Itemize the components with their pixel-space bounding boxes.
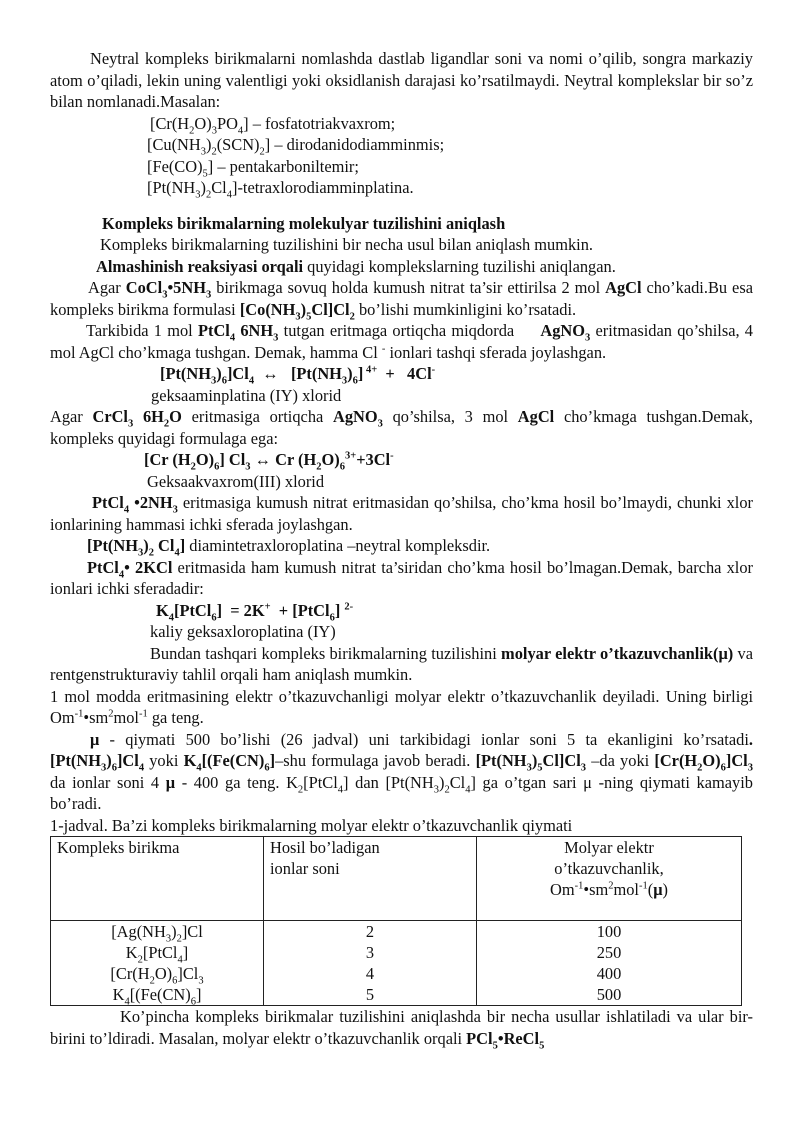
cell-conductivity: 100 250 400 500 bbox=[477, 921, 742, 1006]
table-caption: 1-jadval. Ba’zi kompleks birikmalarning molyar elektr o’tkazuvchanlik qiymati bbox=[50, 815, 573, 835]
paragraph-4: Agar $CoCl_3•5NH_3$ birikmaga sovuq holda kumush nitrat ta’sir ettirilsa 2 mol AgCl cho’kadi.Bu esa kompleks birikma formulasi $[Co(NH_3)_5Cl]Cl_2$ bo’lishi mumkinligini ko’rsatadi. bbox=[50, 278, 753, 322]
conductivity-table bbox=[50, 836, 742, 1006]
paragraph-10: Bundan tashqari kompleks birikmalarning tuzilishini molyar elektr o’tkazuvchanlik(μ) va rentgenstrukturaviy tahlil orqali ham aniqlash mumkin. bbox=[50, 643, 753, 684]
formula-1-name: geksaaminplatina (IY) xlorid bbox=[151, 385, 342, 405]
paragraph-2: Kompleks birikmalarning tuzilishini bir necha usul bilan aniqlash mumkin. bbox=[100, 235, 594, 254]
example-4: $[Pt(NH_3)_2Cl_4]$-tetraxlorodiamminplatina. bbox=[147, 178, 414, 201]
paragraph-7: PtCl$_4$ $•2NH_3$ eritmasiga kumush nitrat eritmasidan qo’shilsa, cho’kma hosil bo’lmaydi, chunki xlor ionlarining hammasi ichki sferada joylashgan. bbox=[50, 493, 753, 534]
section-heading: Kompleks birikmalarning molekulyar tuzilishini aniqlash bbox=[102, 213, 506, 233]
table-row bbox=[51, 921, 742, 1006]
formula-2-name: Geksaakvaxrom(III) xlorid bbox=[147, 471, 325, 491]
cell-compound: $[Ag(NH_3)_2]Cl$ $K_2[PtCl_4]$ $[Cr(H_2O)_6]Cl_3$ $K_4[(Fe(CN)_6]$ bbox=[51, 921, 264, 1006]
paragraph-3: Almashinish reaksiyasi orqali quyidagi komplekslarning tuzilishi aniqlangan. bbox=[96, 256, 616, 276]
intro-paragraph: Neytral kompleks birikmalarni nomlashda dastlab ligandlar soni va nomi o’qilib, songra markaziy atom o’qiladi, lekin uning valentligi yoki oksidlanish darajasi ko’rsatilmaydi. Neytral komplekslar bir so’z bilan nomlanadi.Masalan: bbox=[50, 49, 753, 111]
paragraph-11: 1 mol modda eritmasining elektr o’tkazuvchanligi molyar elektr o’tkazuvchanlik deyiladi. Uning birligi $Om^{-1}•sm^2mol^{-1}$ ga teng. bbox=[50, 686, 753, 727]
paragraph-9: PtCl$_4$• 2KCl eritmasida ham kumush nitrat ta’siridan cho’kma hosil bo’lmagan.Demak, barcha xlor ionlari ichki sferadadir: bbox=[50, 557, 753, 598]
paragraph-8: [$Pt(NH_3)_2$ $Cl_4$] diamintetraxloroplatina –neytral kompleksdir. bbox=[87, 536, 491, 559]
paragraph-6: Agar CrCl$_3$ $6H_2O$ eritmasiga ortiqcha AgNO$_3$ qo’shilsa, 3 mol AgCl cho’kmaga tushgan.Demak, kompleks quyidagi formulaga ega: bbox=[50, 407, 753, 448]
formula-3: $K_4[PtCl_6] = 2K^+$ + [PtCl$_6$] $^{2-}$ bbox=[156, 600, 354, 623]
formula-1: $[Pt(NH_3)_6]Cl_4$ ↔ $[Pt(NH_3)_6] ^{4+} + 4Cl^-$ bbox=[160, 364, 436, 387]
formula-3-name: kaliy geksaxloroplatina (IY) bbox=[150, 622, 336, 641]
formula-2: [Cr $(H_2O)_6$] $Cl_3$ ↔ Cr $(H_2O)_6^{3+}+3Cl^-$ bbox=[144, 450, 394, 473]
header-conductivity: Molyar elektr o’tkazuvchanlik, $Om^{-1}•sm^2mol^{-1}(\mu)$ bbox=[477, 837, 742, 921]
example-2: $[Cu(NH_3)_2(SCN)_2]$ – dirodanidodiamminmis; bbox=[147, 135, 445, 158]
document-page bbox=[50, 48, 753, 1049]
paragraph-13: Ko’pincha kompleks birikmalar tuzilishini aniqlashda bir necha usullar ishlatiladi va ular bir-birini to’ldiradi. Masalan, molyar elektr o’tkazuvchanlik orqali PCl$_5$•ReCl$_5$ bbox=[50, 1007, 753, 1051]
example-3: $[Fe(CO)_5]$ – pentakarboniltemir; bbox=[147, 156, 359, 179]
example-1: $[Cr(H_2O)_3PO_4]$ – fosfatotriakvaxrom; bbox=[150, 113, 396, 136]
header-ions: Hosil bo’ladigan ionlar soni bbox=[264, 837, 477, 921]
header-compound: Kompleks birikma bbox=[51, 837, 264, 921]
cell-ions: 2 3 4 5 bbox=[264, 921, 477, 1006]
table-header-row bbox=[51, 837, 742, 921]
paragraph-12: μ - qiymati 500 bo’lishi (26 jadval) uni tarkibidagi ionlar soni 5 ta ekanligini ko’rsatadi. $[Pt(NH_3)_6]Cl_4$ yoki $K_4[(Fe(CN)_6]$–shu formulaga javob beradi. $[Pt(NH_3)_5Cl]Cl_3$ –da yoki $[Cr(H_2O)_6]Cl_3$ da ionlar soni 4 μ - 400 ga teng. $K_2[PtCl_4]$ dan $[Pt(NH_3)_2Cl_4]$ ga o’tgan sari μ -ning qiymati kamayib bo’radi. bbox=[50, 729, 753, 813]
paragraph-5: Tarkibida 1 mol PtCl$_4$ $6NH_3$ tutgan eritmaga ortiqcha miqdorda AgNO$_3$ eritmasidan qo’shilsa, 4 mol AgCl cho’kmaga tushgan. Demak, hamma Cl - ionlari tashqi sferada joylashgan. bbox=[50, 321, 753, 362]
